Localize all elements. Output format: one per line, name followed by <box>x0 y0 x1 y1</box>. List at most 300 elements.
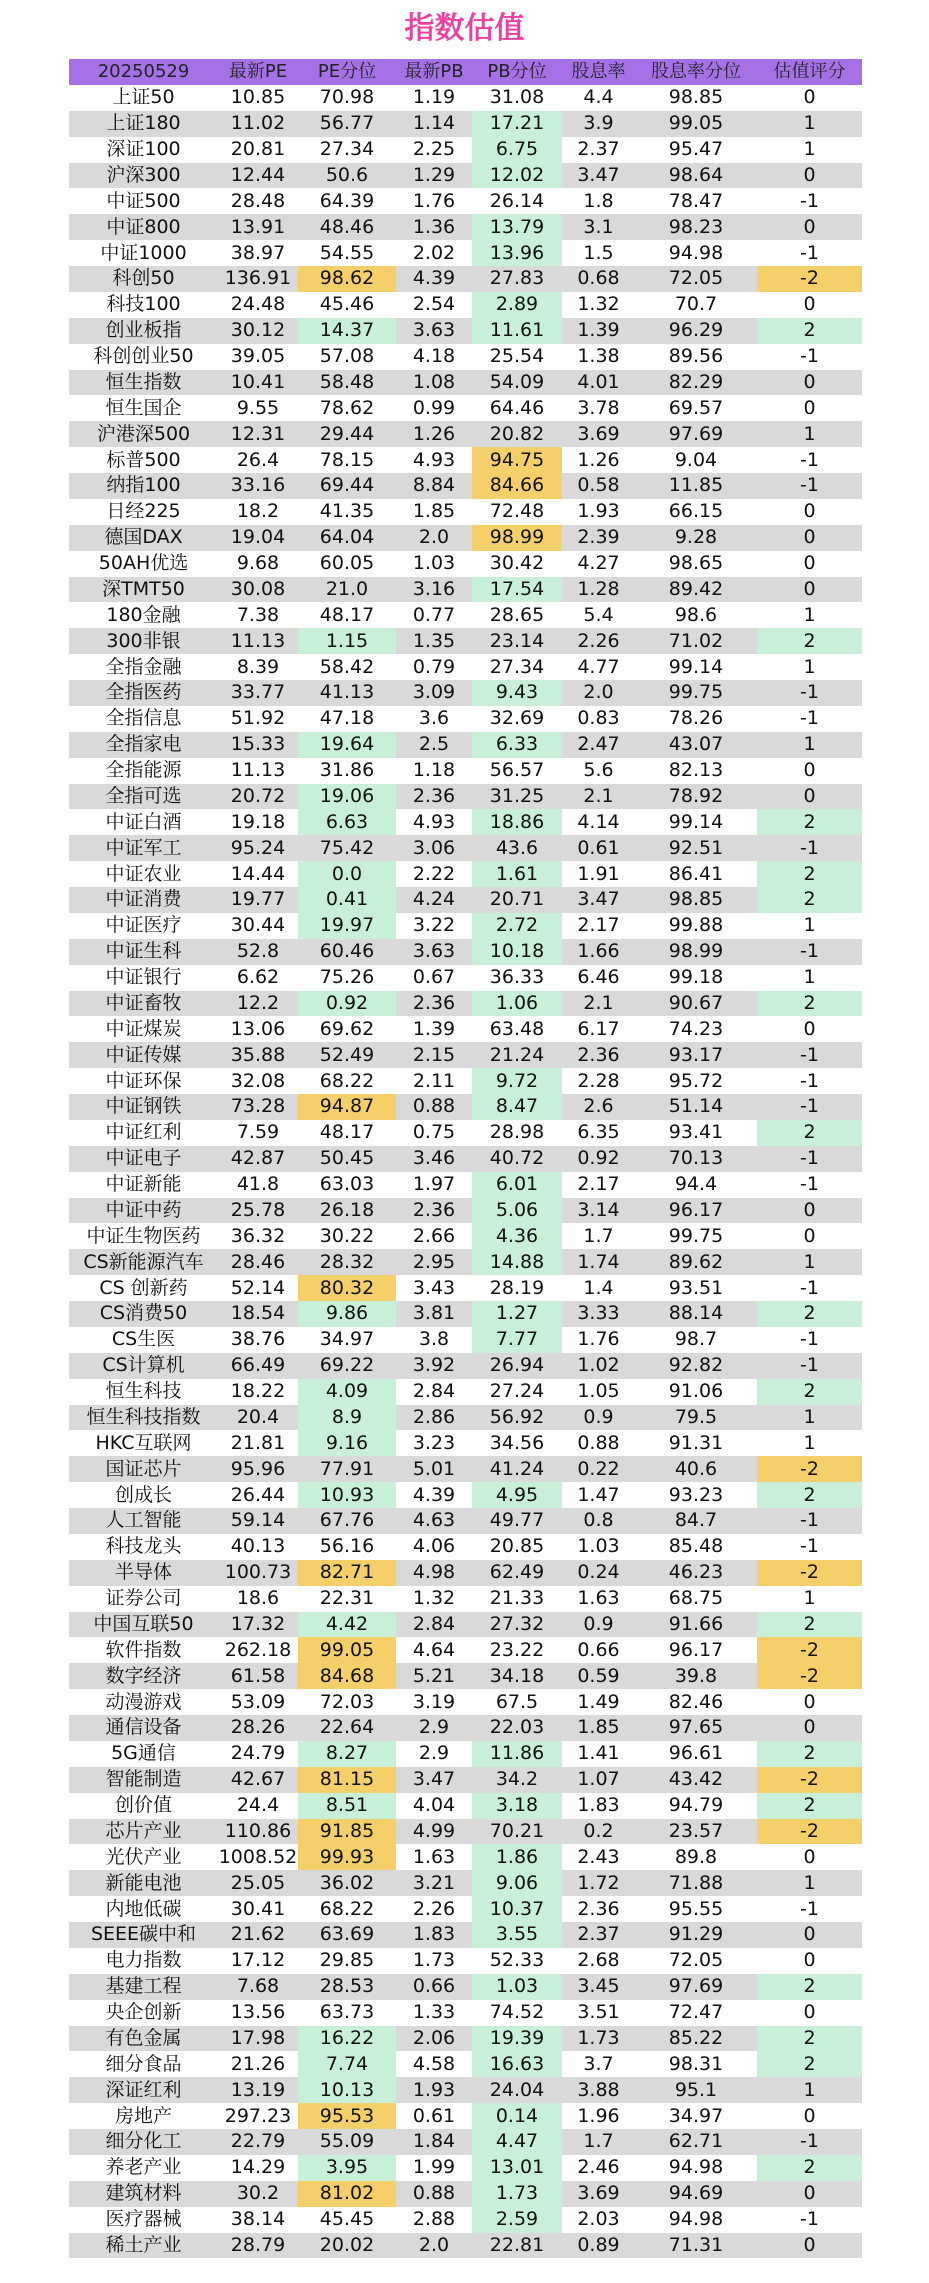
dividend-yield-cell: 4.01 <box>562 370 635 396</box>
latest-pe-cell: 33.77 <box>218 680 298 706</box>
latest-pb-cell: 2.36 <box>396 991 472 1017</box>
index-name-cell: 创成长 <box>69 1482 218 1508</box>
latest-pe-cell: 1008.52 <box>218 1844 298 1870</box>
valuation-score-cell: -2 <box>757 1767 862 1793</box>
dividend-percentile-cell: 86.41 <box>635 861 757 887</box>
header-row <box>69 59 862 85</box>
latest-pe-cell: 18.22 <box>218 1379 298 1405</box>
valuation-score-cell: -1 <box>757 1327 862 1353</box>
index-name-cell: 中证红利 <box>69 1120 218 1146</box>
dividend-yield-cell: 1.8 <box>562 188 635 214</box>
pe-percentile-cell: 81.02 <box>298 2181 396 2207</box>
latest-pb-cell: 2.06 <box>396 2026 472 2052</box>
latest-pb-cell: 3.8 <box>396 1327 472 1353</box>
latest-pb-cell: 4.39 <box>396 1482 472 1508</box>
table-row <box>69 1379 862 1405</box>
dividend-yield-cell: 1.41 <box>562 1741 635 1767</box>
valuation-score-cell: 2 <box>757 1741 862 1767</box>
dividend-yield-cell: 3.69 <box>562 2181 635 2207</box>
pb-percentile-cell: 9.06 <box>472 1870 562 1896</box>
latest-pe-cell: 21.26 <box>218 2051 298 2077</box>
latest-pb-cell: 2.54 <box>396 292 472 318</box>
table-row <box>69 1560 862 1586</box>
pe-percentile-cell: 99.05 <box>298 1637 396 1663</box>
dividend-yield-cell: 0.8 <box>562 1508 635 1534</box>
latest-pe-cell: 26.4 <box>218 447 298 473</box>
dividend-yield-cell: 1.93 <box>562 499 635 525</box>
latest-pb-cell: 3.22 <box>396 913 472 939</box>
table-row <box>69 1586 862 1612</box>
latest-pb-cell: 1.83 <box>396 1922 472 1948</box>
valuation-score-cell: 0 <box>757 2181 862 2207</box>
table-row <box>69 2207 862 2233</box>
table-row <box>69 1844 862 1870</box>
pe-percentile-cell: 52.49 <box>298 1042 396 1068</box>
latest-pe-cell: 25.78 <box>218 1198 298 1224</box>
dividend-yield-cell: 0.24 <box>562 1560 635 1586</box>
pb-percentile-cell: 56.57 <box>472 758 562 784</box>
pb-percentile-cell: 1.73 <box>472 2181 562 2207</box>
latest-pe-cell: 13.19 <box>218 2077 298 2103</box>
latest-pe-cell: 61.58 <box>218 1663 298 1689</box>
pb-percentile-cell: 17.21 <box>472 111 562 137</box>
valuation-score-cell: 2 <box>757 1974 862 2000</box>
dividend-yield-cell: 0.66 <box>562 1637 635 1663</box>
table-row <box>69 861 862 887</box>
latest-pe-cell: 38.97 <box>218 240 298 266</box>
latest-pe-cell: 12.44 <box>218 163 298 189</box>
valuation-score-cell: 1 <box>757 1870 862 1896</box>
table-row <box>69 1249 862 1275</box>
table-row <box>69 473 862 499</box>
valuation-score-cell: -1 <box>757 1146 862 1172</box>
pe-percentile-cell: 3.95 <box>298 2155 396 2181</box>
latest-pb-cell: 2.11 <box>396 1068 472 1094</box>
table-row <box>69 784 862 810</box>
valuation-score-cell: -2 <box>757 1456 862 1482</box>
pb-percentile-cell: 23.14 <box>472 628 562 654</box>
index-name-cell: 医疗器械 <box>69 2207 218 2233</box>
latest-pe-cell: 26.44 <box>218 1482 298 1508</box>
latest-pb-cell: 2.36 <box>396 1198 472 1224</box>
index-name-cell: 养老产业 <box>69 2155 218 2181</box>
index-name-cell: 房地产 <box>69 2103 218 2129</box>
pe-percentile-cell: 54.55 <box>298 240 396 266</box>
dividend-yield-cell: 0.58 <box>562 473 635 499</box>
latest-pb-cell: 1.08 <box>396 370 472 396</box>
dividend-percentile-cell: 66.15 <box>635 499 757 525</box>
index-name-cell: 深证100 <box>69 137 218 163</box>
valuation-score-cell: 2 <box>757 1482 862 1508</box>
latest-pb-cell: 3.47 <box>396 1767 472 1793</box>
index-name-cell: 通信设备 <box>69 1715 218 1741</box>
dividend-yield-cell: 2.0 <box>562 680 635 706</box>
valuation-score-cell: -1 <box>757 2129 862 2155</box>
latest-pe-cell: 110.86 <box>218 1819 298 1845</box>
dividend-percentile-cell: 71.02 <box>635 628 757 654</box>
dividend-percentile-cell: 98.85 <box>635 85 757 111</box>
table-row <box>69 370 862 396</box>
pb-percentile-cell: 22.03 <box>472 1715 562 1741</box>
valuation-score-cell: -1 <box>757 1094 862 1120</box>
pe-percentile-cell: 80.32 <box>298 1275 396 1301</box>
dividend-percentile-cell: 9.28 <box>635 525 757 551</box>
latest-pe-cell: 13.56 <box>218 2000 298 2026</box>
valuation-score-cell: 0 <box>757 1844 862 1870</box>
pb-percentile-cell: 40.72 <box>472 1146 562 1172</box>
latest-pb-cell: 0.79 <box>396 654 472 680</box>
pb-percentile-cell: 27.24 <box>472 1379 562 1405</box>
dividend-percentile-cell: 95.47 <box>635 137 757 163</box>
latest-pb-cell: 1.85 <box>396 499 472 525</box>
valuation-score-cell: 0 <box>757 1922 862 1948</box>
pe-percentile-cell: 69.44 <box>298 473 396 499</box>
latest-pb-cell: 1.33 <box>396 2000 472 2026</box>
dividend-percentile-cell: 96.17 <box>635 1637 757 1663</box>
index-name-cell: 上证50 <box>69 85 218 111</box>
latest-pe-cell: 11.13 <box>218 758 298 784</box>
latest-pb-cell: 3.6 <box>396 706 472 732</box>
pe-percentile-cell: 47.18 <box>298 706 396 732</box>
dividend-percentile-cell: 99.14 <box>635 654 757 680</box>
pb-percentile-cell: 25.54 <box>472 344 562 370</box>
latest-pe-cell: 28.26 <box>218 1715 298 1741</box>
dividend-yield-cell: 1.73 <box>562 2026 635 2052</box>
dividend-yield-cell: 1.63 <box>562 1586 635 1612</box>
latest-pb-cell: 2.25 <box>396 137 472 163</box>
latest-pb-cell: 2.84 <box>396 1379 472 1405</box>
table-row <box>69 913 862 939</box>
dividend-yield-cell: 6.17 <box>562 1016 635 1042</box>
table-row <box>69 1922 862 1948</box>
index-name-cell: 证券公司 <box>69 1586 218 1612</box>
pb-percentile-cell: 13.01 <box>472 2155 562 2181</box>
latest-pb-cell: 0.77 <box>396 602 472 628</box>
dividend-percentile-cell: 94.98 <box>635 240 757 266</box>
index-name-cell: 科技100 <box>69 292 218 318</box>
pb-percentile-cell: 31.25 <box>472 784 562 810</box>
table-row <box>69 1612 862 1638</box>
latest-pb-cell: 4.24 <box>396 887 472 913</box>
dividend-percentile-cell: 71.88 <box>635 1870 757 1896</box>
dividend-percentile-cell: 40.6 <box>635 1456 757 1482</box>
dividend-yield-cell: 1.47 <box>562 1482 635 1508</box>
pe-percentile-cell: 29.44 <box>298 421 396 447</box>
pe-percentile-cell: 63.73 <box>298 2000 396 2026</box>
index-name-cell: 智能制造 <box>69 1767 218 1793</box>
pe-percentile-cell: 28.32 <box>298 1249 396 1275</box>
pe-percentile-cell: 48.17 <box>298 1120 396 1146</box>
latest-pb-cell: 2.84 <box>396 1612 472 1638</box>
latest-pe-cell: 95.96 <box>218 1456 298 1482</box>
dividend-yield-cell: 4.77 <box>562 654 635 680</box>
table-row <box>69 758 862 784</box>
index-name-cell: 恒生科技指数 <box>69 1405 218 1431</box>
latest-pe-cell: 11.02 <box>218 111 298 137</box>
dividend-yield-cell: 1.74 <box>562 1249 635 1275</box>
valuation-score-cell: 2 <box>757 887 862 913</box>
valuation-score-cell: 0 <box>757 163 862 189</box>
dividend-yield-cell: 4.27 <box>562 551 635 577</box>
index-name-cell: 软件指数 <box>69 1637 218 1663</box>
latest-pe-cell: 262.18 <box>218 1637 298 1663</box>
latest-pe-cell: 18.2 <box>218 499 298 525</box>
index-name-cell: 300非银 <box>69 628 218 654</box>
index-name-cell: 中证电子 <box>69 1146 218 1172</box>
latest-pb-cell: 2.9 <box>396 1715 472 1741</box>
dividend-percentile-cell: 90.67 <box>635 991 757 1017</box>
latest-pe-cell: 66.49 <box>218 1353 298 1379</box>
pb-percentile-cell: 6.01 <box>472 1172 562 1198</box>
index-name-cell: 日经225 <box>69 499 218 525</box>
latest-pb-cell: 3.63 <box>396 318 472 344</box>
latest-pb-cell: 2.66 <box>396 1223 472 1249</box>
dividend-yield-cell: 1.39 <box>562 318 635 344</box>
index-name-cell: 中证煤炭 <box>69 1016 218 1042</box>
header-latest-pb: 最新PB <box>396 59 472 85</box>
pe-percentile-cell: 19.97 <box>298 913 396 939</box>
pe-percentile-cell: 58.48 <box>298 370 396 396</box>
dividend-yield-cell: 1.49 <box>562 1689 635 1715</box>
valuation-score-cell: 1 <box>757 913 862 939</box>
latest-pb-cell: 4.99 <box>396 1819 472 1845</box>
valuation-score-cell: -2 <box>757 1663 862 1689</box>
pe-percentile-cell: 56.16 <box>298 1534 396 1560</box>
dividend-yield-cell: 1.05 <box>562 1379 635 1405</box>
dividend-yield-cell: 1.66 <box>562 939 635 965</box>
table-row <box>69 1094 862 1120</box>
latest-pb-cell: 4.63 <box>396 1508 472 1534</box>
index-name-cell: 科创50 <box>69 266 218 292</box>
valuation-score-cell: 0 <box>757 1689 862 1715</box>
table-row <box>69 1767 862 1793</box>
pb-percentile-cell: 16.63 <box>472 2051 562 2077</box>
valuation-score-cell: 2 <box>757 1301 862 1327</box>
pe-percentile-cell: 60.05 <box>298 551 396 577</box>
latest-pb-cell: 3.06 <box>396 835 472 861</box>
latest-pe-cell: 40.13 <box>218 1534 298 1560</box>
pe-percentile-cell: 22.64 <box>298 1715 396 1741</box>
index-name-cell: 标普500 <box>69 447 218 473</box>
pb-percentile-cell: 8.47 <box>472 1094 562 1120</box>
pb-percentile-cell: 30.42 <box>472 551 562 577</box>
dividend-yield-cell: 6.35 <box>562 1120 635 1146</box>
pb-percentile-cell: 7.77 <box>472 1327 562 1353</box>
pe-percentile-cell: 7.74 <box>298 2051 396 2077</box>
table-row <box>69 1353 862 1379</box>
latest-pb-cell: 2.26 <box>396 1896 472 1922</box>
pe-percentile-cell: 95.53 <box>298 2103 396 2129</box>
valuation-score-cell: 2 <box>757 809 862 835</box>
latest-pe-cell: 9.55 <box>218 395 298 421</box>
valuation-score-cell: 2 <box>757 2026 862 2052</box>
index-name-cell: 中证中药 <box>69 1198 218 1224</box>
latest-pe-cell: 35.88 <box>218 1042 298 1068</box>
dividend-yield-cell: 2.03 <box>562 2207 635 2233</box>
valuation-score-cell: 1 <box>757 732 862 758</box>
dividend-percentile-cell: 95.1 <box>635 2077 757 2103</box>
latest-pe-cell: 7.38 <box>218 602 298 628</box>
pb-percentile-cell: 20.71 <box>472 887 562 913</box>
dividend-yield-cell: 0.9 <box>562 1405 635 1431</box>
pb-percentile-cell: 62.49 <box>472 1560 562 1586</box>
dividend-percentile-cell: 51.14 <box>635 1094 757 1120</box>
dividend-yield-cell: 1.72 <box>562 1870 635 1896</box>
valuation-score-cell: -1 <box>757 1508 862 1534</box>
latest-pe-cell: 19.18 <box>218 809 298 835</box>
pe-percentile-cell: 16.22 <box>298 2026 396 2052</box>
pe-percentile-cell: 78.15 <box>298 447 396 473</box>
table-row <box>69 525 862 551</box>
valuation-score-cell: 0 <box>757 525 862 551</box>
pb-percentile-cell: 70.21 <box>472 1819 562 1845</box>
latest-pb-cell: 1.35 <box>396 628 472 654</box>
index-name-cell: 全指金融 <box>69 654 218 680</box>
pb-percentile-cell: 6.75 <box>472 137 562 163</box>
pb-percentile-cell: 34.2 <box>472 1767 562 1793</box>
pe-percentile-cell: 55.09 <box>298 2129 396 2155</box>
latest-pb-cell: 3.92 <box>396 1353 472 1379</box>
table-row <box>69 344 862 370</box>
table-row <box>69 1870 862 1896</box>
table-row <box>69 1508 862 1534</box>
table-row <box>69 240 862 266</box>
table-row <box>69 551 862 577</box>
table-row <box>69 1819 862 1845</box>
table-row <box>69 628 862 654</box>
dividend-percentile-cell: 78.26 <box>635 706 757 732</box>
pe-percentile-cell: 27.34 <box>298 137 396 163</box>
dividend-yield-cell: 1.5 <box>562 240 635 266</box>
dividend-percentile-cell: 34.97 <box>635 2103 757 2129</box>
latest-pe-cell: 17.32 <box>218 1612 298 1638</box>
table-row <box>69 1715 862 1741</box>
pb-percentile-cell: 1.03 <box>472 1974 562 2000</box>
latest-pb-cell: 4.98 <box>396 1560 472 1586</box>
latest-pe-cell: 100.73 <box>218 1560 298 1586</box>
latest-pb-cell: 5.01 <box>396 1456 472 1482</box>
latest-pe-cell: 10.85 <box>218 85 298 111</box>
pb-percentile-cell: 14.88 <box>472 1249 562 1275</box>
pe-percentile-cell: 9.86 <box>298 1301 396 1327</box>
pb-percentile-cell: 56.92 <box>472 1405 562 1431</box>
latest-pb-cell: 1.36 <box>396 214 472 240</box>
pb-percentile-cell: 21.24 <box>472 1042 562 1068</box>
dividend-yield-cell: 3.1 <box>562 214 635 240</box>
index-name-cell: 内地低碳 <box>69 1896 218 1922</box>
dividend-percentile-cell: 98.31 <box>635 2051 757 2077</box>
dividend-percentile-cell: 89.8 <box>635 1844 757 1870</box>
valuation-score-cell: 1 <box>757 1405 862 1431</box>
latest-pe-cell: 14.29 <box>218 2155 298 2181</box>
pe-percentile-cell: 26.18 <box>298 1198 396 1224</box>
latest-pe-cell: 6.62 <box>218 965 298 991</box>
index-name-cell: 纳指100 <box>69 473 218 499</box>
dividend-percentile-cell: 97.69 <box>635 1974 757 2000</box>
pe-percentile-cell: 0.0 <box>298 861 396 887</box>
index-name-cell: 有色金属 <box>69 2026 218 2052</box>
table-row <box>69 292 862 318</box>
dividend-percentile-cell: 92.51 <box>635 835 757 861</box>
dividend-yield-cell: 1.4 <box>562 1275 635 1301</box>
header-pb-percentile: PB分位 <box>472 59 562 85</box>
dividend-percentile-cell: 94.69 <box>635 2181 757 2207</box>
latest-pe-cell: 28.79 <box>218 2233 298 2259</box>
latest-pe-cell: 52.14 <box>218 1275 298 1301</box>
dividend-percentile-cell: 9.04 <box>635 447 757 473</box>
dividend-yield-cell: 3.47 <box>562 163 635 189</box>
pe-percentile-cell: 67.76 <box>298 1508 396 1534</box>
pe-percentile-cell: 0.92 <box>298 991 396 1017</box>
index-name-cell: 创业板指 <box>69 318 218 344</box>
pb-percentile-cell: 1.06 <box>472 991 562 1017</box>
latest-pb-cell: 3.16 <box>396 577 472 603</box>
table-row <box>69 1146 862 1172</box>
dividend-yield-cell: 2.6 <box>562 1094 635 1120</box>
table-row <box>69 2155 862 2181</box>
valuation-score-cell: 2 <box>757 991 862 1017</box>
header-date: 20250529 <box>69 59 218 85</box>
latest-pe-cell: 21.62 <box>218 1922 298 1948</box>
latest-pe-cell: 11.13 <box>218 628 298 654</box>
table-row <box>69 214 862 240</box>
valuation-score-cell: 0 <box>757 395 862 421</box>
pe-percentile-cell: 21.0 <box>298 577 396 603</box>
valuation-score-cell: 0 <box>757 499 862 525</box>
index-name-cell: 中证钢铁 <box>69 1094 218 1120</box>
index-name-cell: 创价值 <box>69 1793 218 1819</box>
pb-percentile-cell: 20.85 <box>472 1534 562 1560</box>
pe-percentile-cell: 8.51 <box>298 1793 396 1819</box>
latest-pb-cell: 2.95 <box>396 1249 472 1275</box>
index-name-cell: 50AH优选 <box>69 551 218 577</box>
latest-pe-cell: 20.4 <box>218 1405 298 1431</box>
valuation-score-cell: 1 <box>757 137 862 163</box>
index-name-cell: 深TMT50 <box>69 577 218 603</box>
valuation-score-cell: 2 <box>757 861 862 887</box>
header-dividend-yield: 股息率 <box>562 59 635 85</box>
valuation-score-cell: 0 <box>757 292 862 318</box>
pe-percentile-cell: 60.46 <box>298 939 396 965</box>
dividend-yield-cell: 5.4 <box>562 602 635 628</box>
latest-pb-cell: 3.63 <box>396 939 472 965</box>
dividend-percentile-cell: 98.64 <box>635 163 757 189</box>
table-row <box>69 2077 862 2103</box>
dividend-percentile-cell: 98.23 <box>635 214 757 240</box>
dividend-yield-cell: 3.88 <box>562 2077 635 2103</box>
index-name-cell: 中证500 <box>69 188 218 214</box>
valuation-table <box>69 59 862 2258</box>
latest-pe-cell: 22.79 <box>218 2129 298 2155</box>
pb-percentile-cell: 36.33 <box>472 965 562 991</box>
latest-pe-cell: 36.32 <box>218 1223 298 1249</box>
table-row <box>69 732 862 758</box>
latest-pe-cell: 30.2 <box>218 2181 298 2207</box>
latest-pb-cell: 1.32 <box>396 1586 472 1612</box>
latest-pe-cell: 297.23 <box>218 2103 298 2129</box>
table-row <box>69 137 862 163</box>
latest-pb-cell: 3.43 <box>396 1275 472 1301</box>
valuation-score-cell: 0 <box>757 551 862 577</box>
index-name-cell: 建筑材料 <box>69 2181 218 2207</box>
latest-pb-cell: 2.5 <box>396 732 472 758</box>
latest-pb-cell: 0.99 <box>396 395 472 421</box>
dividend-percentile-cell: 71.31 <box>635 2233 757 2259</box>
valuation-score-cell: -1 <box>757 447 862 473</box>
table-row <box>69 1534 862 1560</box>
table-row <box>69 111 862 137</box>
pb-percentile-cell: 20.82 <box>472 421 562 447</box>
